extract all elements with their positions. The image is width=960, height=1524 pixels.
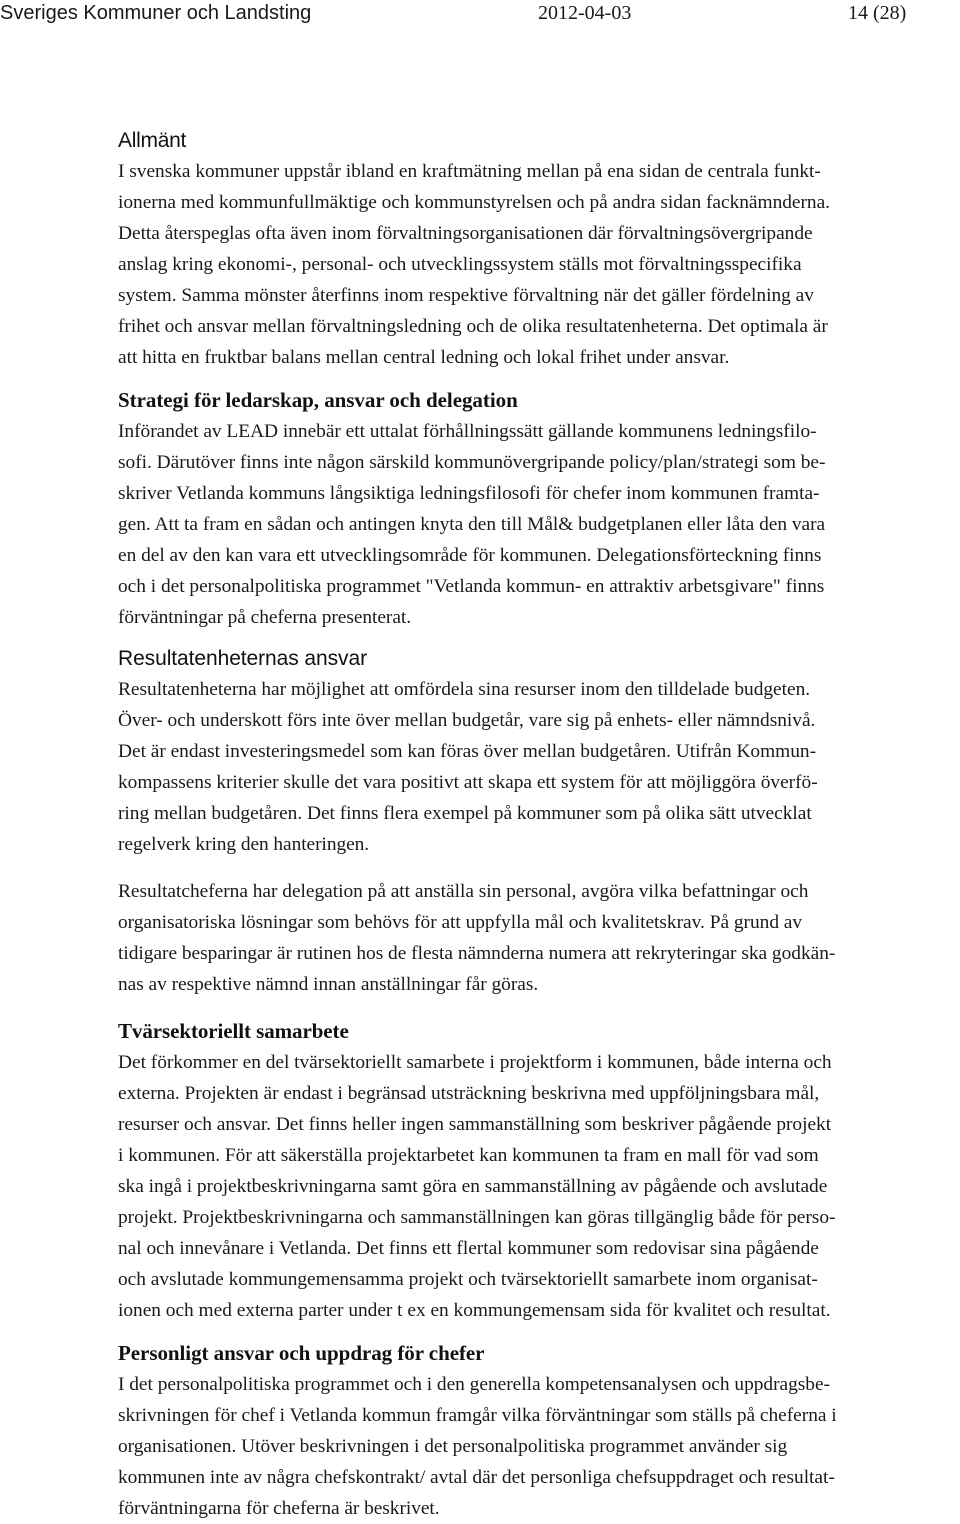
section-personligt xyxy=(118,1338,960,1524)
section-allmant xyxy=(118,125,960,373)
text-line: resurser och ansvar. Det finns heller ingen sammanställning som beskriver pågående projekt xyxy=(118,1114,832,1135)
text-line: och i det personalpolitiska programmet "Vetlanda kommun- en attraktiv arbetsgivare" finns xyxy=(118,576,825,597)
text-line: frihet och ansvar mellan förvaltningsledning och de olika resultatenheterna. Det optimala är xyxy=(118,316,828,337)
text-line: tidigare besparingar är rutinen hos de flesta nämnderna numera att rekryteringar ska godkän- xyxy=(118,943,836,964)
header-organization: Sveriges Kommuner och Landsting xyxy=(0,2,312,24)
text-line: ionen och med externa parter under t ex en kommungemensam sida för kvalitet och resultat. xyxy=(118,1300,831,1321)
text-line: ionerna med kommunfullmäktige och kommunstyrelsen och på andra sidan facknämnderna. xyxy=(118,192,831,213)
text-line: förväntningar på cheferna presenterat. xyxy=(118,607,412,628)
section-heading: Personligt ansvar och uppdrag för chefer xyxy=(118,1341,485,1365)
document-body xyxy=(118,125,960,1524)
text-line: Införandet av LEAD innebär ett uttalat förhållningssätt gällande kommunens ledningsfilo- xyxy=(118,421,817,442)
text-line: nal och innevånare i Vetlanda. Det finns ett flertal kommuner som redovisar sina pågående xyxy=(118,1238,819,1259)
text-line: och avslutade kommungemensamma projekt och tvärsektoriellt samarbete inom organisat- xyxy=(118,1269,818,1290)
text-line: i kommunen. För att säkerställa projektarbetet kan kommunen ta fram en mall för vad som xyxy=(118,1145,819,1166)
text-line: anslag kring ekonomi-, personal- och utvecklingssystem ställs mot förvaltningsspecifika xyxy=(118,254,802,275)
text-line: organisationen. Utöver beskrivningen i det personalpolitiska programmet använder sig xyxy=(118,1436,788,1457)
header-page-number: 14 (28) xyxy=(848,2,907,24)
text-line: Detta återspeglas ofta även inom förvaltningsorganisationen där förvaltningsövergripande xyxy=(118,223,813,244)
text-line: Det förkommer en del tvärsektoriellt samarbete i projektform i kommunen, både interna och xyxy=(118,1052,832,1073)
page-header xyxy=(0,0,960,28)
section-tvarsektoriellt xyxy=(118,1016,960,1326)
text-line: skrivningen för chef i Vetlanda kommun framgår vilka förväntningar som ställs på cheferna i xyxy=(118,1405,837,1426)
section-strategi xyxy=(118,385,960,633)
text-line: kommunen inte av några chefskontrakt/ avtal där det personliga chefsuppdraget och resultat- xyxy=(118,1467,835,1488)
text-line: Resultatcheferna har delegation på att anställa sin personal, avgöra vilka befattningar och xyxy=(118,881,809,902)
text-line: nas av respektive nämnd innan anställningar får göras. xyxy=(118,974,539,995)
text-line: gen. Att ta fram en sådan och antingen knyta den till Mål& budgetplanen eller låta den vara xyxy=(118,514,826,535)
text-line: förväntningarna för cheferna är beskrivet. xyxy=(118,1498,440,1519)
text-line: regelverk kring den hanteringen. xyxy=(118,834,370,855)
text-line: ring mellan budgetåren. Det finns flera exempel på kommuner som på olika sätt utvecklat xyxy=(118,803,812,824)
paragraph xyxy=(118,876,960,1000)
paragraph xyxy=(118,416,960,633)
paragraph xyxy=(118,674,960,860)
text-line: organisatoriska lösningar som behövs för att uppfylla mål och kvalitetskrav. På grund av xyxy=(118,912,803,933)
text-line: att hitta en fruktbar balans mellan central ledning och lokal frihet under ansvar. xyxy=(118,347,730,368)
text-line: system. Samma mönster återfinns inom respektive förvaltning när det gäller fördelning av xyxy=(118,285,814,306)
text-line: en del av den kan vara ett utvecklingsområde för kommunen. Delegationsförteckning finns xyxy=(118,545,822,566)
text-line: kompassens kriterier skulle det vara positivt att skapa ett system för att möjliggöra överfö- xyxy=(118,772,818,793)
text-line: Över- och underskott förs inte över mellan budgetår, vare sig på enhets- eller nämndsnivå. xyxy=(118,710,816,731)
paragraph xyxy=(118,156,960,373)
paragraph xyxy=(118,1047,960,1326)
text-line: ska ingå i projektbeskrivningarna samt göra en sammanställning av pågående och avslutade xyxy=(118,1176,828,1197)
paragraph xyxy=(118,1369,960,1524)
section-heading: Strategi för ledarskap, ansvar och delegation xyxy=(118,388,518,412)
text-line: projekt. Projektbeskrivningarna och sammanställningen kan göras tillgänglig både för perso- xyxy=(118,1207,836,1228)
text-line: I svenska kommuner uppstår ibland en kraftmätning mellan på ena sidan de centrala funkt- xyxy=(118,161,821,182)
text-line: Det är endast investeringsmedel som kan föras över mellan budgetåren. Utifrån Kommun- xyxy=(118,741,817,762)
section-heading: Allmänt xyxy=(118,129,187,152)
text-line: sofi. Därutöver finns inte någon särskild kommunövergripande policy/plan/strategi som be- xyxy=(118,452,826,473)
text-line: skriver Vetlanda kommuns långsiktiga ledningsfilosofi för chefer inom kommunen framta- xyxy=(118,483,820,504)
section-resultatenheter xyxy=(118,643,960,1000)
text-line: Resultatenheterna har möjlighet att omfördela sina resurser inom den tilldelade budgeten. xyxy=(118,679,811,700)
header-date: 2012-04-03 xyxy=(538,2,632,24)
section-heading: Resultatenheternas ansvar xyxy=(118,647,367,670)
text-line: externa. Projekten är endast i begränsad utsträckning beskrivna med uppföljningsbara mål, xyxy=(118,1083,820,1104)
text-line: I det personalpolitiska programmet och i den generella kompetensanalysen och uppdragsbe- xyxy=(118,1374,830,1395)
section-heading: Tvärsektoriellt samarbete xyxy=(118,1019,349,1043)
